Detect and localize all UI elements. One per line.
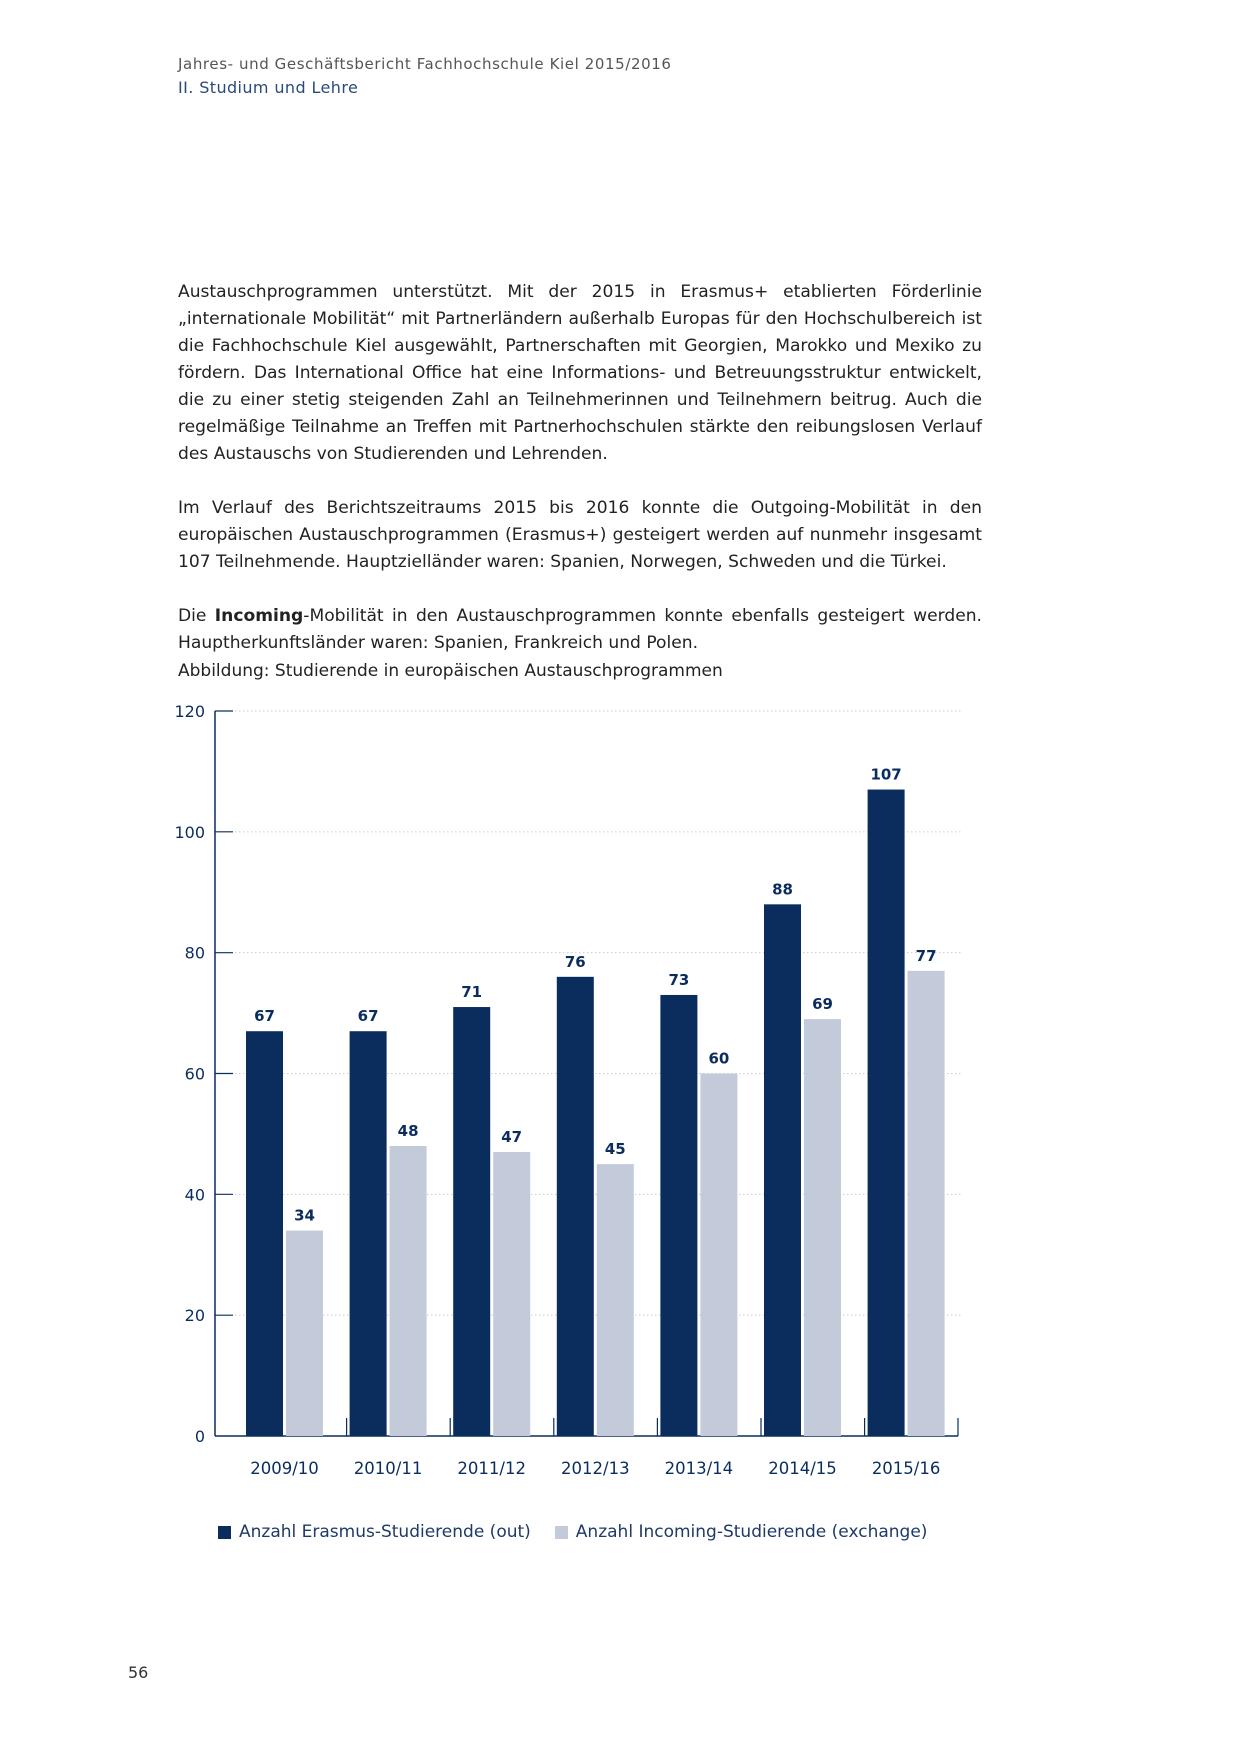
paragraph-3-bold: Incoming — [214, 606, 304, 626]
x-tick-label: 2010/11 — [353, 1459, 423, 1478]
bar-value-label: 76 — [564, 952, 586, 971]
x-tick-label: 2012/13 — [561, 1459, 630, 1478]
page-number: 56 — [128, 1663, 149, 1682]
report-title: Jahres- und Geschäftsbericht Fachhochschule Kiel 2015/2016 — [178, 55, 672, 73]
x-tick-label: 2013/14 — [664, 1459, 734, 1478]
paragraph-3-prefix: Die — [178, 606, 215, 626]
y-tick-label: 80 — [184, 943, 205, 963]
chart-legend — [218, 1522, 927, 1542]
paragraph-2: Im Verlauf des Berichtszeitraums 2015 bis 2016 konnte die Outgoing-Mobilität in den europäischen Austauschprogrammen (Erasmus+) gesteigert werden auf nunmehr insgesamt 107 Teilnehmende. Hauptzielländer waren: Spanien, Norwegen, Schweden und die Türkei. — [178, 498, 982, 572]
y-tick-label: 40 — [184, 1185, 205, 1205]
paragraph-3-rest: -Mobilität in den Austauschprogrammen konnte ebenfalls gesteigert werden. Hauptherkunftsländer waren: Spanien, Frankreich und Polen. — [178, 606, 982, 653]
bar-value-label: 48 — [397, 1122, 419, 1140]
bar-incoming — [908, 971, 945, 1436]
bar-value-label: 69 — [812, 995, 833, 1014]
x-tick-label: 2011/12 — [457, 1459, 526, 1478]
bar-value-label: 34 — [294, 1206, 315, 1225]
y-tick-label: 120 — [174, 702, 205, 721]
paragraph-1: Austauschprogrammen unterstützt. Mit der 2015 in Erasmus+ etablierten Förderlinie „internationale Mobilität“ mit Partnerländern außerhalb Europas für den Hochschulbereich ist die Fachhochschule Kiel ausgewählt, Partnerschaften mit Georgien, Marokko und Mexiko zu fördern. Das International Office hat eine Informations- und Betreuungsstruktur entwickelt, die zu einer stetig steigenden Zahl an Teilnehmerinnen und Teilnehmern beitrug. Auch die regelmäßige Teilnahme an Treffen mit Partnerhochschulen stärkte den reibungslosen Verlauf des Austauschs von Studierenden und Lehrenden. — [178, 282, 982, 464]
bar-out — [453, 1007, 490, 1436]
bar-incoming — [597, 1164, 634, 1436]
bar-value-label: 45 — [604, 1140, 626, 1159]
section-title: II. Studium und Lehre — [178, 78, 359, 97]
legend-label-out: Anzahl Erasmus-Studierende (out) — [239, 1522, 531, 1542]
bar-out — [868, 790, 905, 1436]
bar-value-label: 107 — [870, 765, 902, 784]
y-tick-label: 60 — [184, 1064, 205, 1084]
bar-out — [557, 977, 594, 1436]
y-tick-label: 20 — [184, 1306, 205, 1326]
bar-value-label: 67 — [357, 1007, 379, 1026]
legend-item-incoming — [555, 1522, 928, 1542]
bar-incoming — [390, 1146, 427, 1436]
bar-value-label: 73 — [668, 970, 690, 989]
bar-incoming — [493, 1152, 530, 1436]
y-tick-label: 0 — [194, 1427, 205, 1446]
bar-value-label: 67 — [254, 1007, 275, 1026]
bar-out — [660, 995, 697, 1436]
bar-value-label: 47 — [501, 1128, 523, 1147]
bar-out — [246, 1031, 283, 1436]
bar-value-label: 77 — [915, 946, 937, 965]
legend-swatch-out — [218, 1526, 231, 1539]
bar-out — [350, 1031, 387, 1436]
bar-out — [764, 904, 801, 1436]
bar-value-label: 88 — [772, 880, 793, 899]
bar-incoming — [804, 1019, 841, 1436]
bar-incoming — [286, 1231, 323, 1436]
legend-swatch-incoming — [555, 1526, 568, 1539]
bar-value-label: 60 — [708, 1049, 730, 1068]
x-tick-label: 2009/10 — [250, 1459, 319, 1478]
y-tick-label: 100 — [174, 822, 205, 842]
x-tick-label: 2015/16 — [871, 1459, 941, 1478]
legend-item-out — [218, 1522, 531, 1542]
figure-caption: Abbildung: Studierende in europäischen Austauschprogrammen — [178, 661, 723, 681]
x-tick-label: 2014/15 — [768, 1459, 837, 1478]
legend-label-incoming: Anzahl Incoming-Studierende (exchange) — [575, 1522, 928, 1542]
bar-incoming — [700, 1074, 737, 1437]
bar-value-label: 71 — [461, 983, 483, 1002]
